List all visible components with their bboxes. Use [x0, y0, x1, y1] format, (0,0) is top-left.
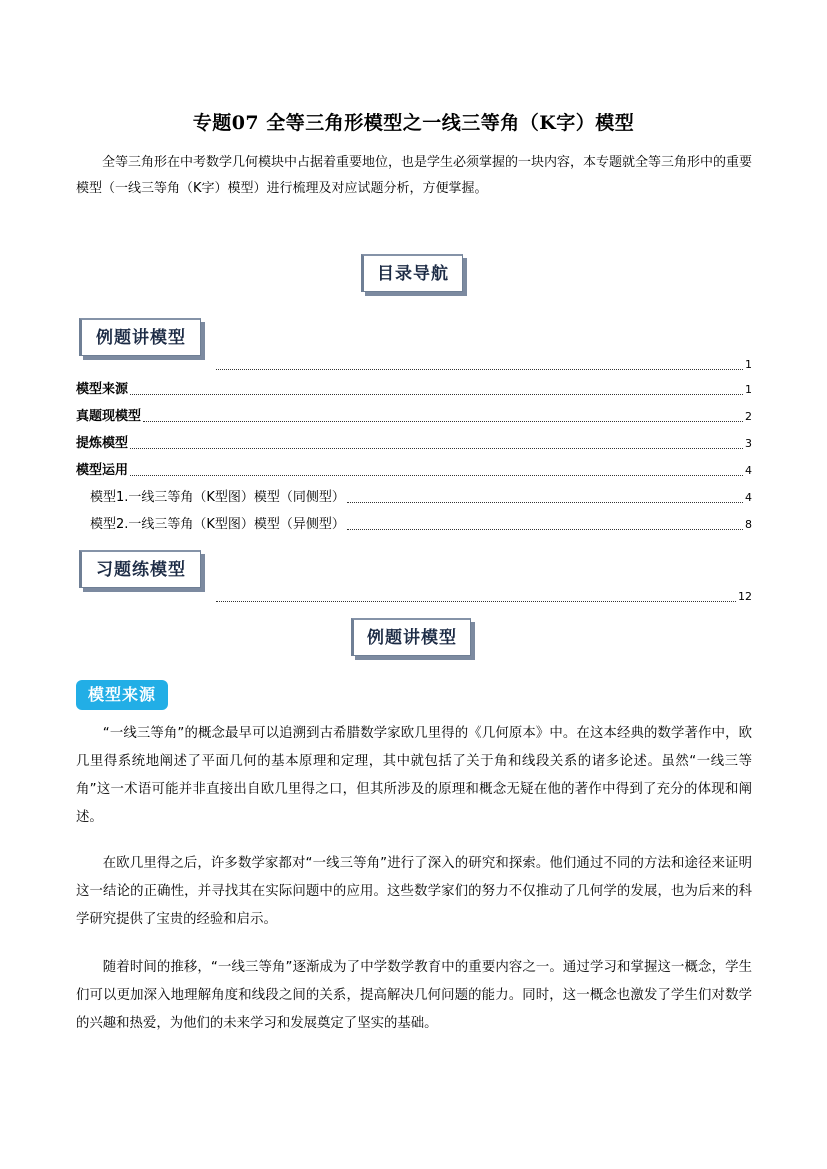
toc-page-number: 4: [745, 491, 752, 504]
section-heading-examples: 例题讲模型: [79, 318, 201, 356]
toc-entry-examples[interactable]: [214, 355, 752, 375]
body-paragraph-2: 在欧几里得之后，许多数学家都对“一线三等角”进行了深入的研究和探索。他们通过不同的方法和途径来证明这一结论的正确性，并寻找其在实际问题中的应用。这些数学家们的努力不仅推动了几何学的发展，也为后来的科学研究提供了宝贵的经验和启示。: [76, 856, 752, 927]
toc-page-number: 1: [745, 383, 752, 396]
toc-leader: [216, 601, 736, 602]
toc-entry-refine-model[interactable]: [76, 434, 752, 454]
toc-entry-model-2[interactable]: [90, 515, 752, 535]
body-paragraph-1: “一线三等角”的概念最早可以追溯到古希腊数学家欧几里得的《几何原本》中。在这本经典的数学著作中，欧几里得系统地阐述了平面几何的基本原理和定理，其中就包括了关于角和线段关系的诸多论述。虽然“一线三等角”这一术语可能并非直接出自欧几里得之口，但其所涉及的原理和概念无疑在他的著作中得到了充分的体现和阐述。: [76, 726, 752, 825]
toc-leader: [347, 529, 743, 530]
toc-entry-exercises[interactable]: [214, 587, 752, 607]
toc-label: 模型运用: [76, 463, 129, 478]
toc-heading: 目录导航: [361, 254, 463, 292]
toc-page-number: 12: [738, 590, 752, 603]
section-heading-exercises: 习题练模型: [79, 550, 201, 588]
toc-leader: [216, 369, 743, 370]
toc-label: 提炼模型: [76, 436, 129, 451]
toc-page-number: 2: [745, 410, 752, 423]
toc-label: 真题现模型: [76, 409, 142, 424]
toc-entry-model-1[interactable]: [90, 488, 752, 508]
body-paragraph-3: 随着时间的推移，“一线三等角”逐渐成为了中学数学教育中的重要内容之一。通过学习和掌握这一概念，学生们可以更加深入地理解角度和线段之间的关系，提高解决几何问题的能力。同时，这一概念也激发了学生们对数学的兴趣和热爱，为他们的未来学习和发展奠定了坚实的基础。: [76, 960, 752, 1031]
toc-leader: [130, 475, 743, 476]
toc-entry-real-questions[interactable]: [76, 407, 752, 427]
toc-leader: [143, 421, 743, 422]
toc-label: 模型1.一线三等角（K型图）模型（同侧型）: [90, 490, 345, 505]
toc-page-number: 8: [745, 518, 752, 531]
intro-paragraph: 全等三角形在中考数学几何模块中占据着重要地位，也是学生必须掌握的一块内容，本专题就全等三角形中的重要模型（一线三等角（K字）模型）进行梳理及对应试题分析，方便掌握。: [76, 155, 753, 196]
toc-page-number: 1: [745, 358, 752, 371]
toc-leader: [130, 448, 743, 449]
toc-page-number: 3: [745, 437, 752, 450]
toc-leader: [130, 394, 743, 395]
toc-label: 模型2.一线三等角（K型图）模型（异侧型）: [90, 517, 345, 532]
section-tag-model-source: 模型来源: [76, 680, 168, 710]
document-title: 专题07 全等三角形模型之一线三等角（K字）模型: [192, 112, 635, 134]
toc-label: 模型来源: [76, 382, 129, 397]
section-title-examples: 例题讲模型: [351, 618, 471, 656]
toc-entry-model-source[interactable]: [76, 380, 752, 400]
toc-entry-model-use[interactable]: [76, 461, 752, 481]
toc-page-number: 4: [745, 464, 752, 477]
toc-leader: [347, 502, 743, 503]
